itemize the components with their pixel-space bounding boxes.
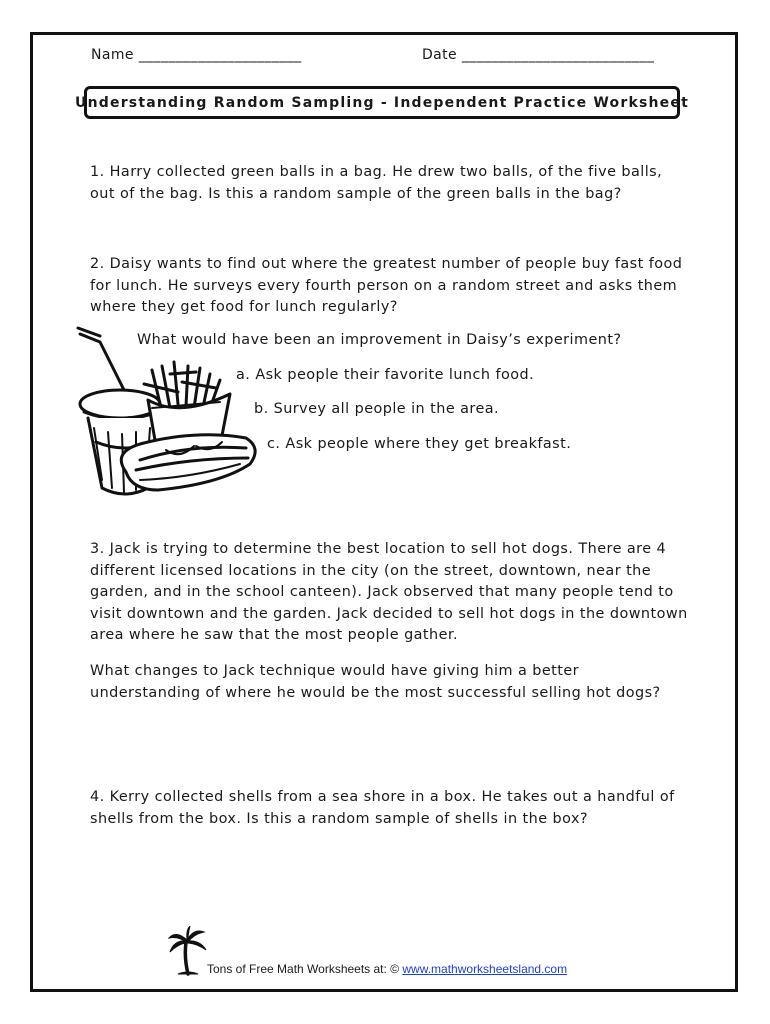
question-3: 3. Jack is trying to determine the best location to sell hot dogs. There are 4 different licensed locations in the city (on the street, downtown, near the garden, and in the school canteen). Jack observed that many people tend to visit downtown and the garden. Jack decided to sell hot dogs in the downtown area where he saw that the most people gather. [90,541,688,643]
worksheet-title: Understanding Random Sampling - Independent Practice Worksheet [75,94,689,111]
question-4: 4. Kerry collected shells from a sea shore in a box. He takes out a handful of shells from the box. Is this a random sample of shells in the box? [90,789,675,827]
palm-tree-icon [168,926,208,976]
title-box [75,86,689,119]
question-2-option-c: c. Ask people where they get breakfast. [267,436,572,452]
footer-link[interactable]: www.mathworksheetsland.com [402,962,568,976]
question-2-option-b: b. Survey all people in the area. [254,401,500,417]
question-1: 1. Harry collected green balls in a bag. He drew two balls, of the five balls, out of the bag. Is this a random sample of the green balls in the bag? [90,164,663,202]
question-2-prompt: What would have been an improvement in Daisy’s experiment? [137,332,622,348]
fast-food-icon [70,322,260,504]
question-2: 2. Daisy wants to find out where the greatest number of people buy fast food for lunch. He surveys every fourth person on a random street and asks them where they get food for lunch regularly? [90,256,683,315]
question-3-followup: What changes to Jack technique would have giving him a better understanding of where he would be the most successful selling hot dogs? [90,663,661,701]
question-2-option-a: a. Ask people their favorite lunch food. [236,367,535,383]
footer-text: Tons of Free Math Worksheets at: © [207,962,403,976]
footer [207,962,567,976]
name-field-label: Name ______________________ [91,47,302,63]
date-field-label: Date __________________________ [422,47,655,63]
